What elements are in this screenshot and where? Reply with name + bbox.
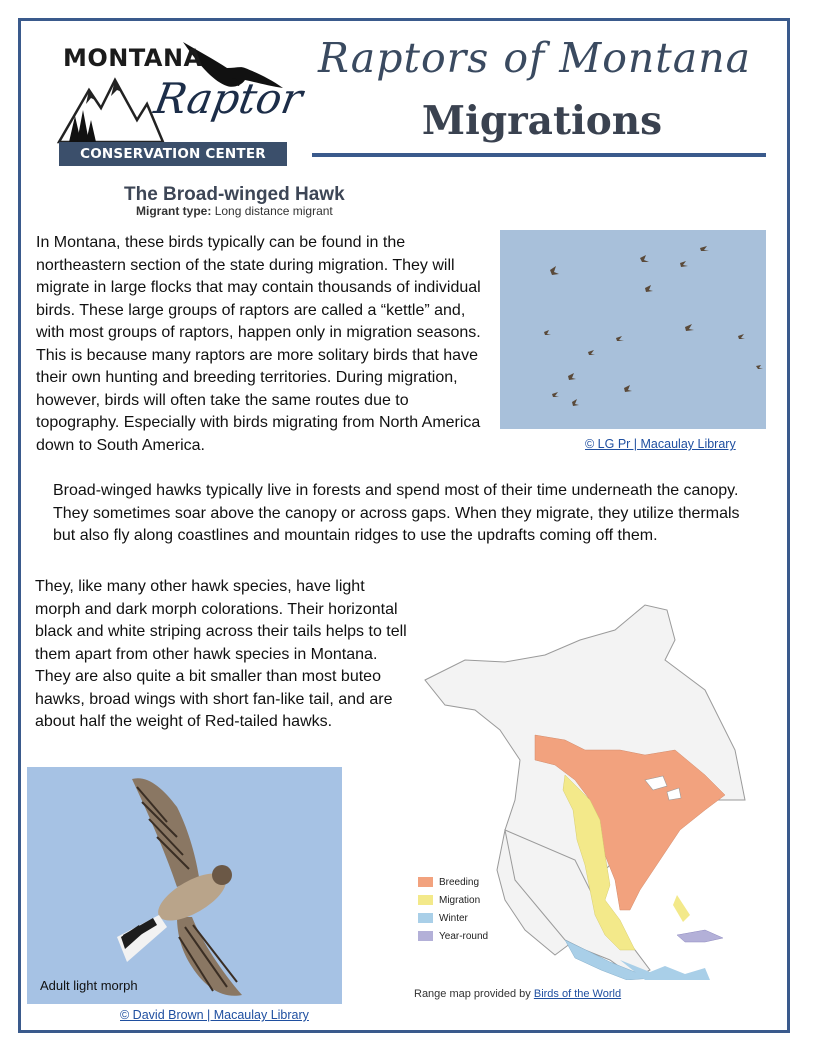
paragraph-identification: They, like many other hawk species, have light morph and dark morph colorations. Their horizontal black and white striping across their tails helps to tell them apart from other hawk species in Montana. They are also quite a bit smaller than most buteo hawks, broad wings with short fan-like tail, and are about half the weight of Red-tailed hawks. bbox=[35, 578, 407, 730]
legend-item-year-round bbox=[418, 927, 488, 945]
migrant-type-line bbox=[136, 204, 333, 218]
legend-item-breeding bbox=[418, 873, 488, 891]
kettle-photo bbox=[500, 230, 766, 429]
kettle-photo-credit[interactable]: © LG Pr | Macaulay Library bbox=[585, 437, 736, 451]
legend-swatch bbox=[418, 913, 433, 923]
hawk-kettle-illustration bbox=[500, 230, 766, 429]
legend-item-winter bbox=[418, 909, 488, 927]
map-credit-prefix: Range map provided by bbox=[414, 988, 531, 1000]
page-title: Migrations bbox=[421, 98, 663, 144]
legend-item-migration bbox=[418, 891, 488, 909]
paragraph-migration: In Montana, these birds typically can be found in the northeastern section of the state during migration. They will migrate in large flocks that may contain thousands of individual birds. These large groups of raptors are called a “kettle” and, with most groups of raptors, happen only in migration seasons. This is because many raptors are more solitary birds that have their own hunting and breeding territories. During migration, however, birds will often take the same routes due to topography. Especially with birds migrating from North America down to South America. bbox=[36, 234, 481, 454]
legend-swatch bbox=[418, 931, 433, 941]
broad-winged-hawk-illustration bbox=[27, 767, 342, 1004]
legend-label: Migration bbox=[439, 894, 481, 906]
montana-raptor-logo bbox=[55, 38, 307, 170]
logo-raptor-text: Raptor bbox=[150, 74, 307, 123]
species-heading: The Broad-winged Hawk bbox=[124, 184, 345, 205]
birds-of-the-world-link[interactable]: Birds of the World bbox=[533, 988, 622, 1000]
legend-swatch bbox=[418, 895, 433, 905]
hawk-photo-credit[interactable]: © David Brown | Macaulay Library bbox=[120, 1008, 309, 1022]
migrant-type-label: Migrant type: bbox=[136, 204, 212, 218]
legend-label: Winter bbox=[439, 912, 468, 924]
paragraph-habitat: Broad-winged hawks typically live in forests and spend most of their time underneath the canopy. They sometimes soar above the canopy or across gaps. When they migrate, they utilize thermals but also fly along coastlines and mountain ridges to use the updrafts coming off them. bbox=[53, 482, 740, 544]
legend-label: Breeding bbox=[439, 876, 480, 888]
title-divider bbox=[312, 153, 766, 157]
migrant-type-value: Long distance migrant bbox=[214, 204, 333, 218]
series-title: Raptors of Montana bbox=[318, 34, 752, 82]
logo-montana-text: MONTANA bbox=[63, 44, 203, 72]
legend-label: Year-round bbox=[439, 930, 489, 942]
photo-caption: Adult light morph bbox=[40, 978, 138, 993]
hawk-photo bbox=[27, 767, 342, 1004]
logo-conservation-bar: CONSERVATION CENTER bbox=[59, 142, 287, 166]
legend-swatch bbox=[418, 877, 433, 887]
map-credit bbox=[414, 988, 634, 1001]
map-legend bbox=[418, 873, 488, 945]
